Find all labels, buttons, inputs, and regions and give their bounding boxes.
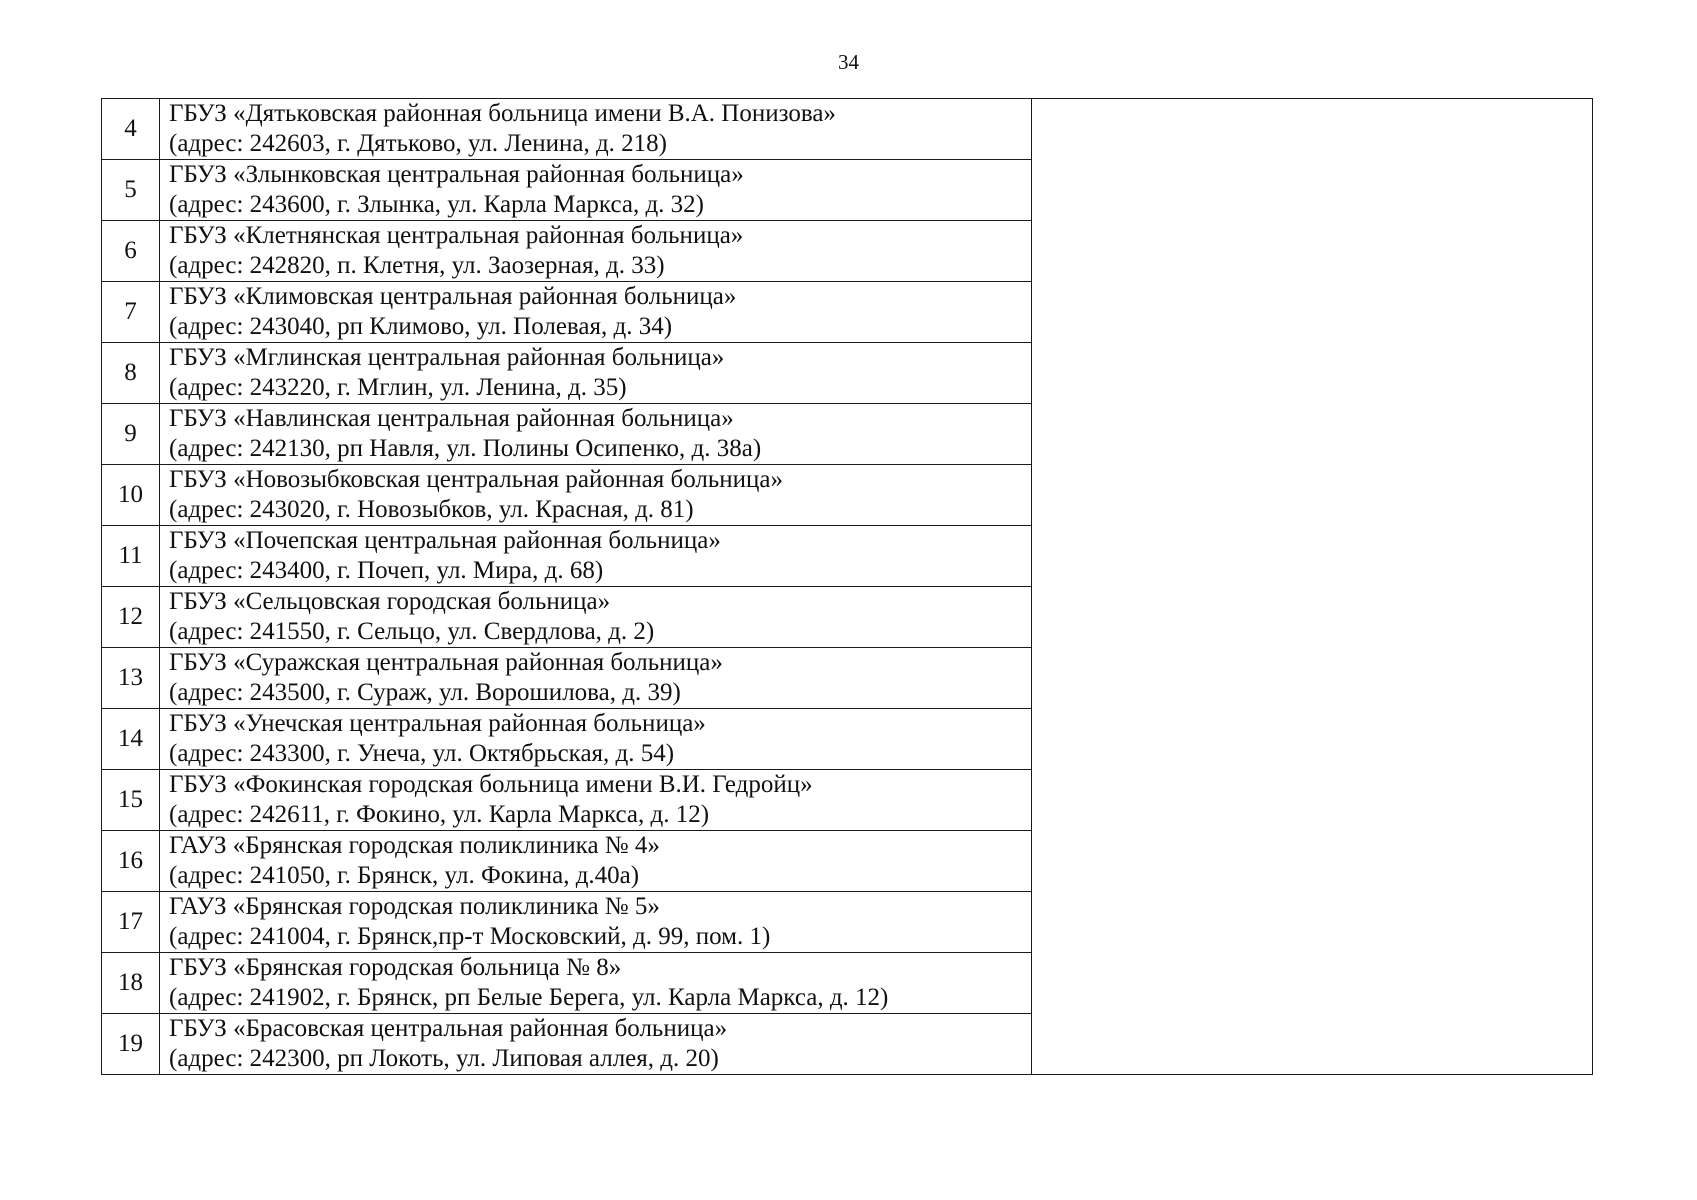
row-number: 12 [102, 587, 160, 648]
row-number: 5 [102, 160, 160, 221]
institution-cell [160, 648, 1032, 709]
row-number: 13 [102, 648, 160, 709]
merged-empty-column [1032, 99, 1593, 1075]
row-number: 8 [102, 343, 160, 404]
institution-cell [160, 831, 1032, 892]
row-number: 4 [102, 99, 160, 160]
institution-address: (адрес: 242611, г. Фокино, ул. Карла Маркса, д. 12) [169, 801, 710, 828]
institution-name: ГАУЗ «Брянская городская поликлиника № 5» [169, 893, 660, 920]
institution-name: ГБУЗ «Брасовская центральная районная больница» [169, 1015, 728, 1042]
row-number: 7 [102, 282, 160, 343]
institution-address: (адрес: 243500, г. Сураж, ул. Ворошилова, д. 39) [169, 679, 681, 706]
institution-cell [160, 282, 1032, 343]
institution-name: ГАУЗ «Брянская городская поликлиника № 4» [169, 832, 660, 859]
institution-name: ГБУЗ «Почепская центральная районная больница» [169, 527, 721, 554]
institution-address: (адрес: 241550, г. Сельцо, ул. Свердлова, д. 2) [169, 618, 655, 645]
row-number: 9 [102, 404, 160, 465]
institution-cell [160, 160, 1032, 221]
institution-name: ГБУЗ «Унечская центральная районная больница» [169, 710, 706, 737]
institution-name: ГБУЗ «Новозыбковская центральная районная больница» [169, 466, 783, 493]
institution-cell [160, 953, 1032, 1014]
row-number: 16 [102, 831, 160, 892]
institution-address: (адрес: 241902, г. Брянск, рп Белые Берега, ул. Карла Маркса, д. 12) [169, 984, 889, 1011]
institution-address: (адрес: 243400, г. Почеп, ул. Мира, д. 68) [169, 557, 604, 584]
row-number: 10 [102, 465, 160, 526]
institution-name: ГБУЗ «Фокинская городская больница имени В.И. Гедройц» [169, 771, 813, 798]
institution-name: ГБУЗ «Клетнянская центральная районная больница» [169, 222, 744, 249]
table-row [102, 99, 1593, 160]
row-number: 6 [102, 221, 160, 282]
institution-address: (адрес: 242300, рп Локоть, ул. Липовая аллея, д. 20) [169, 1045, 719, 1072]
institution-address: (адрес: 241004, г. Брянск,пр-т Московский, д. 99, пом. 1) [169, 923, 771, 950]
institution-cell [160, 99, 1032, 160]
institution-address: (адрес: 243300, г. Унеча, ул. Октябрьская, д. 54) [169, 740, 675, 767]
institution-cell [160, 587, 1032, 648]
institution-address: (адрес: 243600, г. Злынка, ул. Карла Маркса, д. 32) [169, 191, 704, 218]
institution-address: (адрес: 243220, г. Мглин, ул. Ленина, д. 35) [169, 374, 627, 401]
row-number: 19 [102, 1014, 160, 1075]
institution-cell [160, 709, 1032, 770]
institution-name: ГБУЗ «Климовская центральная районная больница» [169, 283, 737, 310]
institution-cell [160, 404, 1032, 465]
institution-name: ГБУЗ «Навлинская центральная районная больница» [169, 405, 734, 432]
row-number: 11 [102, 526, 160, 587]
row-number: 14 [102, 709, 160, 770]
institution-name: ГБУЗ «Дятьковская районная больница имени В.А. Понизова» [169, 100, 836, 127]
institution-cell [160, 343, 1032, 404]
institution-address: (адрес: 242130, рп Навля, ул. Полины Осипенко, д. 38а) [169, 435, 762, 462]
row-number: 18 [102, 953, 160, 1014]
institution-name: ГБУЗ «Суражская центральная районная больница» [169, 649, 723, 676]
institution-cell [160, 1014, 1032, 1075]
institution-cell [160, 465, 1032, 526]
institution-name: ГБУЗ «Злынковская центральная районная больница» [169, 161, 744, 188]
institution-address: (адрес: 242603, г. Дятьково, ул. Ленина, д. 218) [169, 130, 668, 157]
institution-cell [160, 770, 1032, 831]
institution-cell [160, 221, 1032, 282]
institutions-table [101, 98, 1593, 1075]
row-number: 17 [102, 892, 160, 953]
institution-address: (адрес: 243020, г. Новозыбков, ул. Красная, д. 81) [169, 496, 694, 523]
institution-address: (адрес: 243040, рп Климово, ул. Полевая, д. 34) [169, 313, 673, 340]
institution-address: (адрес: 241050, г. Брянск, ул. Фокина, д.40а) [169, 862, 640, 889]
institution-cell [160, 892, 1032, 953]
institution-address: (адрес: 242820, п. Клетня, ул. Заозерная, д. 33) [169, 252, 665, 279]
institution-cell [160, 526, 1032, 587]
institution-name: ГБУЗ «Сельцовская городская больница» [169, 588, 611, 615]
institution-name: ГБУЗ «Брянская городская больница № 8» [169, 954, 622, 981]
institution-name: ГБУЗ «Мглинская центральная районная больница» [169, 344, 725, 371]
row-number: 15 [102, 770, 160, 831]
institutions-table-body [102, 99, 1593, 1075]
page-number: 34 [838, 50, 859, 74]
